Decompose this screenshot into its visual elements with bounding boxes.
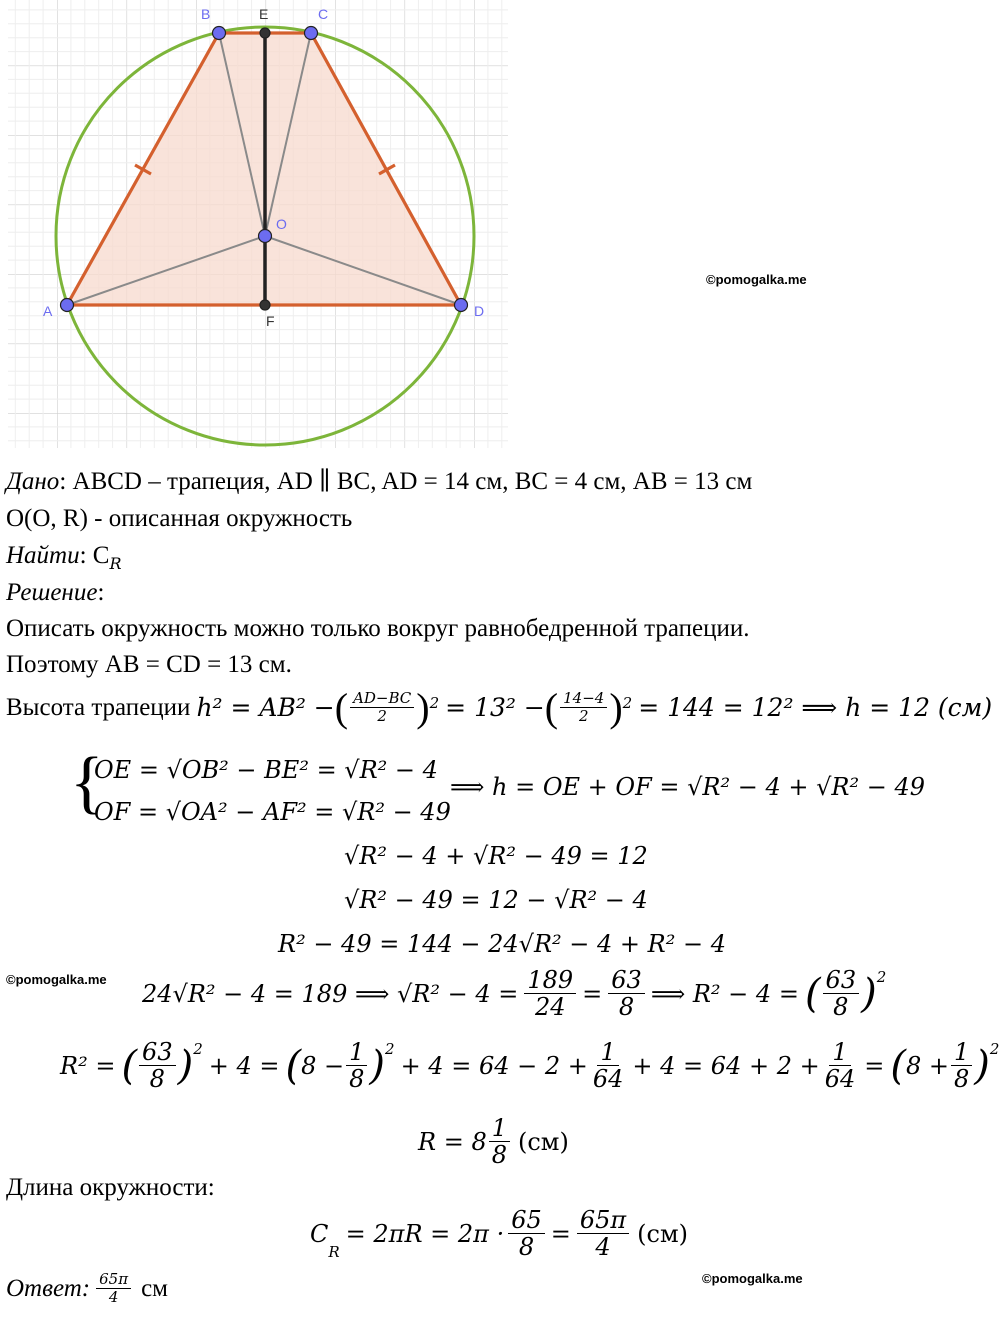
answer-line bbox=[6, 1272, 168, 1305]
given-line bbox=[6, 467, 752, 497]
answer-fraction: $\frac{65\pi}{4}$ bbox=[96, 1272, 131, 1305]
paragraph-1: Описать окружность можно только вокруг равнобедренной трапеции. bbox=[6, 615, 750, 642]
find-label: Найти bbox=[6, 542, 80, 569]
system-line-2: OF = √OA² − AF² = √R² − 49 bbox=[94, 798, 451, 826]
equation-1: √R² − 4 + √R² − 49 = 12 bbox=[344, 842, 648, 870]
solution-label: Решение bbox=[6, 579, 98, 606]
solution-colon: : bbox=[97, 579, 105, 606]
height-frac-1: $\frac{AD-BC}{2}$ bbox=[350, 691, 414, 724]
watermark-middle: ©pomogalka.me bbox=[6, 972, 107, 987]
height-formula: Высота трапеции h² = AB² − ( $\frac{AD-BC}{2}$ ) $^2$ = 13² − ( $\frac{14-4}{2}$ ) $^2$ = 144 = 12² ⟹ h = 12 (см) bbox=[6, 685, 993, 730]
circumference-label: Длина окружности: bbox=[6, 1174, 215, 1201]
answer-unit: см bbox=[141, 1274, 168, 1302]
equation-7: C $_R$ = 2πR = 2π · $\frac{65}{8}$ = $\frac{65\pi}{4}$ (см) bbox=[310, 1206, 689, 1262]
height-frac-2: $\frac{14-4}{2}$ bbox=[560, 691, 607, 724]
label-F: F bbox=[266, 313, 275, 329]
equation-4: 24√R² − 4 = 189 ⟹ √R² − 4 = $\frac{189}{24}$ = $\frac{63}{8}$ ⟹ R² − 4 = ( $\frac{63}{8}$ ) $^2$ bbox=[142, 966, 887, 1022]
watermark-top: ©pomogalka.me bbox=[706, 272, 807, 287]
given-line-2: O(O, R) - описанная окружность bbox=[6, 505, 353, 532]
geometry-figure bbox=[0, 0, 520, 455]
given-text: : ABCD – трапеция, AD ∥ BC, AD = 14 см, BC = 4 см, AB = 13 см bbox=[59, 468, 753, 495]
find-line bbox=[6, 541, 122, 579]
given-label: Дано bbox=[6, 468, 60, 495]
find-sub: R bbox=[109, 554, 122, 573]
system-line-1: OE = √OB² − BE² = √R² − 4 bbox=[94, 756, 438, 784]
label-D: D bbox=[474, 303, 485, 319]
equation-3: R² − 49 = 144 − 24√R² − 4 + R² − 4 bbox=[278, 930, 726, 958]
label-B: B bbox=[201, 6, 211, 22]
equation-2: √R² − 49 = 12 − √R² − 4 bbox=[344, 886, 648, 914]
paragraph-2: Поэтому AB = CD = 13 см. bbox=[6, 651, 292, 678]
height-tail: = 144 = 12² ⟹ h = 12 (см) bbox=[638, 693, 993, 722]
answer-label: Ответ: bbox=[6, 1274, 91, 1302]
label-C: C bbox=[318, 6, 329, 22]
solution-line bbox=[6, 578, 104, 608]
equation-6: R = 8 $\frac{1}{8}$ (см) bbox=[418, 1114, 569, 1170]
find-text: : C bbox=[79, 542, 110, 569]
system-brace: { bbox=[70, 744, 104, 821]
label-E: E bbox=[259, 6, 269, 22]
watermark-bottom: ©pomogalka.me bbox=[702, 1271, 803, 1286]
label-O: O bbox=[276, 216, 287, 232]
label-A: A bbox=[43, 303, 53, 319]
height-prefix: Высота трапеции bbox=[6, 694, 191, 721]
system-rhs: ⟹ h = OE + OF = √R² − 4 + √R² − 49 bbox=[450, 773, 925, 801]
equation-5: R² = ( $\frac{63}{8}$ ) $^2$ + 4 = ( 8 − $\frac{1}{8}$ ) $^2$ + 4 = 64 − 2 + $\frac{1}{64}$ + 4 = 64 + 2 + $\frac{1}{64}$ = ( 8 + $\frac{1}{8}$ ) $^2$ bbox=[60, 1038, 999, 1094]
